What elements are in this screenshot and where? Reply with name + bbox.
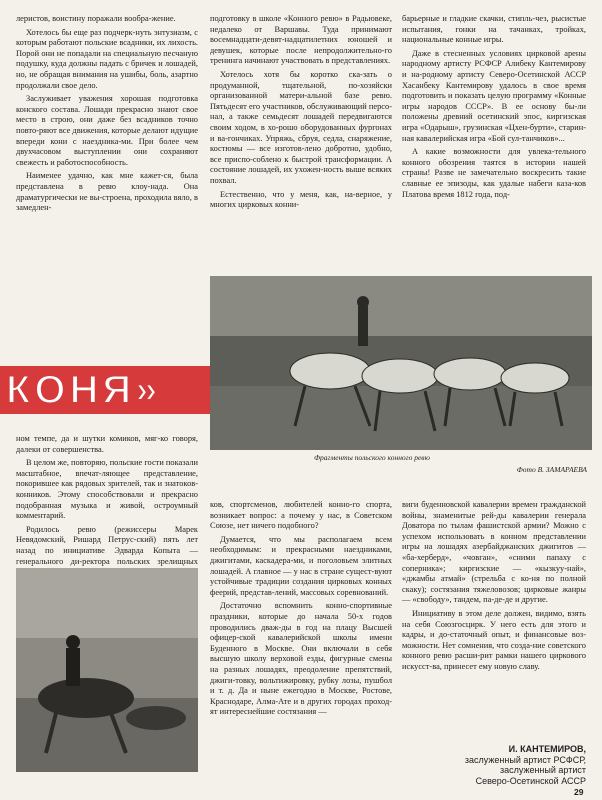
author-title-1: заслуженный артист РСФСР, [464, 754, 586, 765]
article-column-3-continued [402, 500, 586, 676]
author-name: И. КАНТЕМИРОВ, [508, 744, 586, 754]
paragraph: Хотелось хотя бы коротко ска-зать о продуманной, тщательной, по-хозяйски организованной матери-альной базе ревю. Пятьдесят его участников, обслуживающий персо-нал, а также семьдесят лошадей передвигаются своим ходом, в хо-рошо оборудованных фургонах и ва-гончиках. Упряжь, сбруя, седла, снаряжение, костюмы — все изготов-лено добротно, удобно, все приспо-соблено к быстрой трансформации. А состояние лошадей, их ухожен-ность выше всяких похвал. [210, 69, 392, 185]
paragraph: Думается, что мы располагаем всем необходимым: и прекрасными наездниками, джигитами, каскадера-ми, и поголовьем элитных лошадей. А главное — у нас в стране сущест-вуют устойчивые традиции создания цирковых конных феерий, представ-лений, массовых соревнований. [210, 534, 392, 597]
paragraph: В целом же, повторяю, польские гости показали масштабное, впечат-ляющее представление, покорившее как рядовых зрителей, так и знатоков-конников. Этому способствовали и прекрасно подобранная музыка и живой, остроумный комментарий. [16, 458, 198, 521]
photo-caption: Фрагменты польского конного ревю [314, 453, 430, 462]
paragraph: Родилось ревю (режиссеры Марек Невядомский, Ришард Петрус-ский) пять лет назад по инициативе Эдварда Копыта — генерального ди-ректора польских зрелищных [16, 524, 198, 566]
paragraph: Наименее удачно, как мне кажет-ся, была представлена в ревю клоу-нада. Она драматургически не вы-строена, проходила вяло, в замедлен- [16, 171, 198, 213]
article-column-2 [210, 14, 392, 214]
photo-credit: Фото В. ЗАМАРАЕВА [516, 465, 587, 474]
paragraph: Инициативу в этом деле должен, видимо, взять на себя Союзгосцирк. У него есть для этого и кадры, и до-статочный опыт, и финансовые воз-можности. Нет сомнения, что созда-ние советского конного ревю расши-рит рамки нашего циркового искусст-ва, принесет ему новую славу. [402, 608, 586, 671]
article-column-1 [16, 14, 198, 217]
paragraph: Даже в стесненных условиях цирковой арены народному артисту РСФСР Алибеку Кантемирову и на-родному артисту Северо-Осетинской АССР Хасанбеку Кантемирову удалось в свое время подготовить и показать целую программу «Конные игры народов СССР». В ее основу бы-ли положены древний осетинский эпос, киргизская игра «Одарыш», грузинская «Цхен-бурти», старин-ная кавалерийская игра «Бой сул-танчиков»... [402, 48, 586, 143]
paragraph: Хотелось бы еще раз подчерк-нуть энтузиазм, с которым работают польские всадники, их лихость. Порой они не попадали на специальную песчаную подушку, куда должны падать с бричек и лошадей, но, не обращая внимания на ушибы, боль, азартно продолжали свое дело. [16, 27, 198, 90]
article-column-2-continued [210, 500, 392, 721]
paragraph: Достаточно вспомнить конно-спортивные праздники, которые до начала 50-х годов проводились дваж-ды в год на плацу Высшей офицер-ской кавалерийской школы имени Буденного в Москве. Они включали в себя высшую школу верховой езды, фигурные смены на разных лошадях, преодоление препятствий, джиги-товку, вольтижировку, рубку лозы, пушбол и т. д. Да и ныне ежегодно в Москве, Ростове, Краснодаре, Алма-Ате и в других городах проход-ят интереснейшие состязания — [210, 601, 392, 717]
article-column-3 [402, 14, 586, 203]
paragraph: ков, спортсменов, любителей конно-го спорта, возникает вопрос: а почему у нас, в Советском Союзе, нет ничего подобного? [210, 500, 392, 531]
page-number: 29 [574, 787, 584, 797]
photo-horses-arena [210, 276, 592, 450]
paragraph: подготовку в школе «Конного ревю» в Радьювеке, недалеко от Варшавы. Туда принимают восемнадцати-девят-надцатилетних юношей и девушек, которые после непродолжительно-го тренинга начинают участвовать в представлениях. [210, 14, 392, 66]
paragraph: виги буденновской кавалерии времен гражданской войны, знаменитые рей-ды кавалерии генерала Доватора по тылам фашистской армии? Можно с успехом использовать в конном представлении игры на лошадях азербайджанских джигитов — «ба-херберд», «човган», «сними папаху с соперника»; киргизские — «кызкуу-най», «джамбы атмай» (стрельба с ко-ня по полной скаку); состязания тяжеловозов; цирковые жанры — «свободу», тандем, па-де-де и другие. [402, 500, 586, 605]
title-text: КОНЯ» [6, 368, 162, 412]
author-signature [402, 744, 586, 786]
paragraph: Заслуживает уважения хорошая подготовка конского состава. Лошади прекрасно знают свое место в строю, они даже без всадников точно повто-ряют все движения, которые делают идущие впереди кони с наездника-ми. При более чем двухчасовом выступлении они сохраняют свежесть и работоспособность. [16, 94, 198, 167]
paragraph: Естественно, что у меня, как, на-верное, у многих цирковых конни- [210, 189, 392, 210]
horse-photo-image [210, 276, 592, 450]
paragraph: барьерные и гладкие скачки, стипль-чез, рысистые испытания, гонки на тачанках, тройках, национальные конные игры. [402, 14, 586, 45]
author-title-2: заслуженный артист [499, 765, 586, 775]
rider-photo-image [16, 568, 198, 772]
paragraph: А какие возможности для увлека-тельного конного обозрения таятся в истории нашей страны! Разве не замечательно воскресить такие славные ее эпизоды, как удалые набеги каза-ков Платова время 1812 года, под- [402, 147, 586, 199]
photo-rider [16, 568, 198, 772]
article-title [0, 358, 210, 422]
paragraph: леристов, воистину поражали вообра-жение. [16, 14, 176, 23]
author-title-3: Северо-Осетинской АССР [475, 775, 586, 786]
paragraph: ном темпе, да и шутки комиков, мяг-ко говоря, далеки от совершенства. [16, 434, 198, 454]
